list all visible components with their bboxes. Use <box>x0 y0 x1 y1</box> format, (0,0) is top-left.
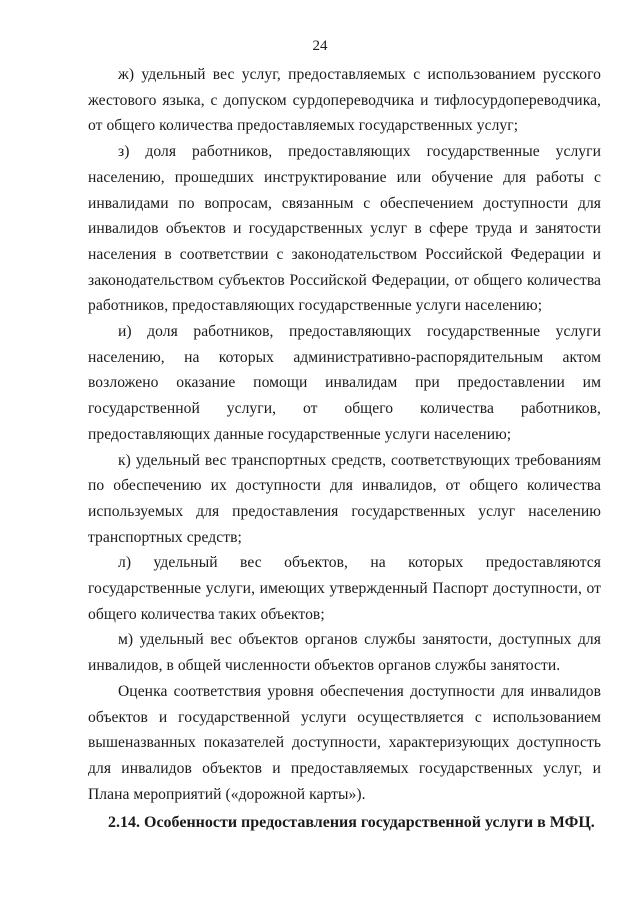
page-content <box>88 62 601 836</box>
paragraph-assessment: Оценка соответствия уровня обеспечения доступности для инвалидов объектов и государственной услуги осуществляется с использованием вышеназванных показателей доступности, характеризующих доступность для инвалидов объектов и предоставляемых государственных услуг, и Плана мероприятий («дорожной карты»). <box>88 682 601 803</box>
paragraph-i: и) доля работников, предоставляющих государственные услуги населению, на которых административно-распорядительным актом возложено оказание помощи инвалидам при предоставлении им государственной услуги, от общего количества работников, предоставляющих данные государственные услуги населению; <box>88 323 601 443</box>
paragraph-l: л) удельный вес объектов, на которых предоставляются государственные услуги, имеющих утвержденный Паспорт доступности, от общего количества таких объектов; <box>88 554 601 623</box>
paragraph-m: м) удельный вес объектов органов службы занятости, доступных для инвалидов, в общей численности объектов органов службы занятости. <box>88 631 601 675</box>
paragraph-z: з) доля работников, предоставляющих государственные услуги населению, прошедших инструктирование или обучение для работы с инвалидами по вопросам, связанным с обеспечением доступности для инвалидов объектов и государственных услуг в сфере труда и занятости населения в соответствии с законодательством Российской Федерации и законодательством субъектов Российской Федерации, от общего количества работников, предоставляющих государственные услуги населению; <box>88 143 601 315</box>
section-heading: 2.14. Особенности предоставления государственной услуги в МФЦ. <box>108 814 595 832</box>
page-number: 24 <box>312 38 328 54</box>
paragraph-k: к) удельный вес транспортных средств, соответствующих требованиям по обеспечению их доступности для инвалидов, от общего количества используемых для предоставления государственных услуг населению транспортных средств; <box>88 451 601 546</box>
paragraph-zh: ж) удельный вес услуг, предоставляемых с использованием русского жестового языка, с допуском сурдопереводчика и тифлосурдопереводчика, от общего количества предоставляемых государственных услуг; <box>88 66 601 135</box>
